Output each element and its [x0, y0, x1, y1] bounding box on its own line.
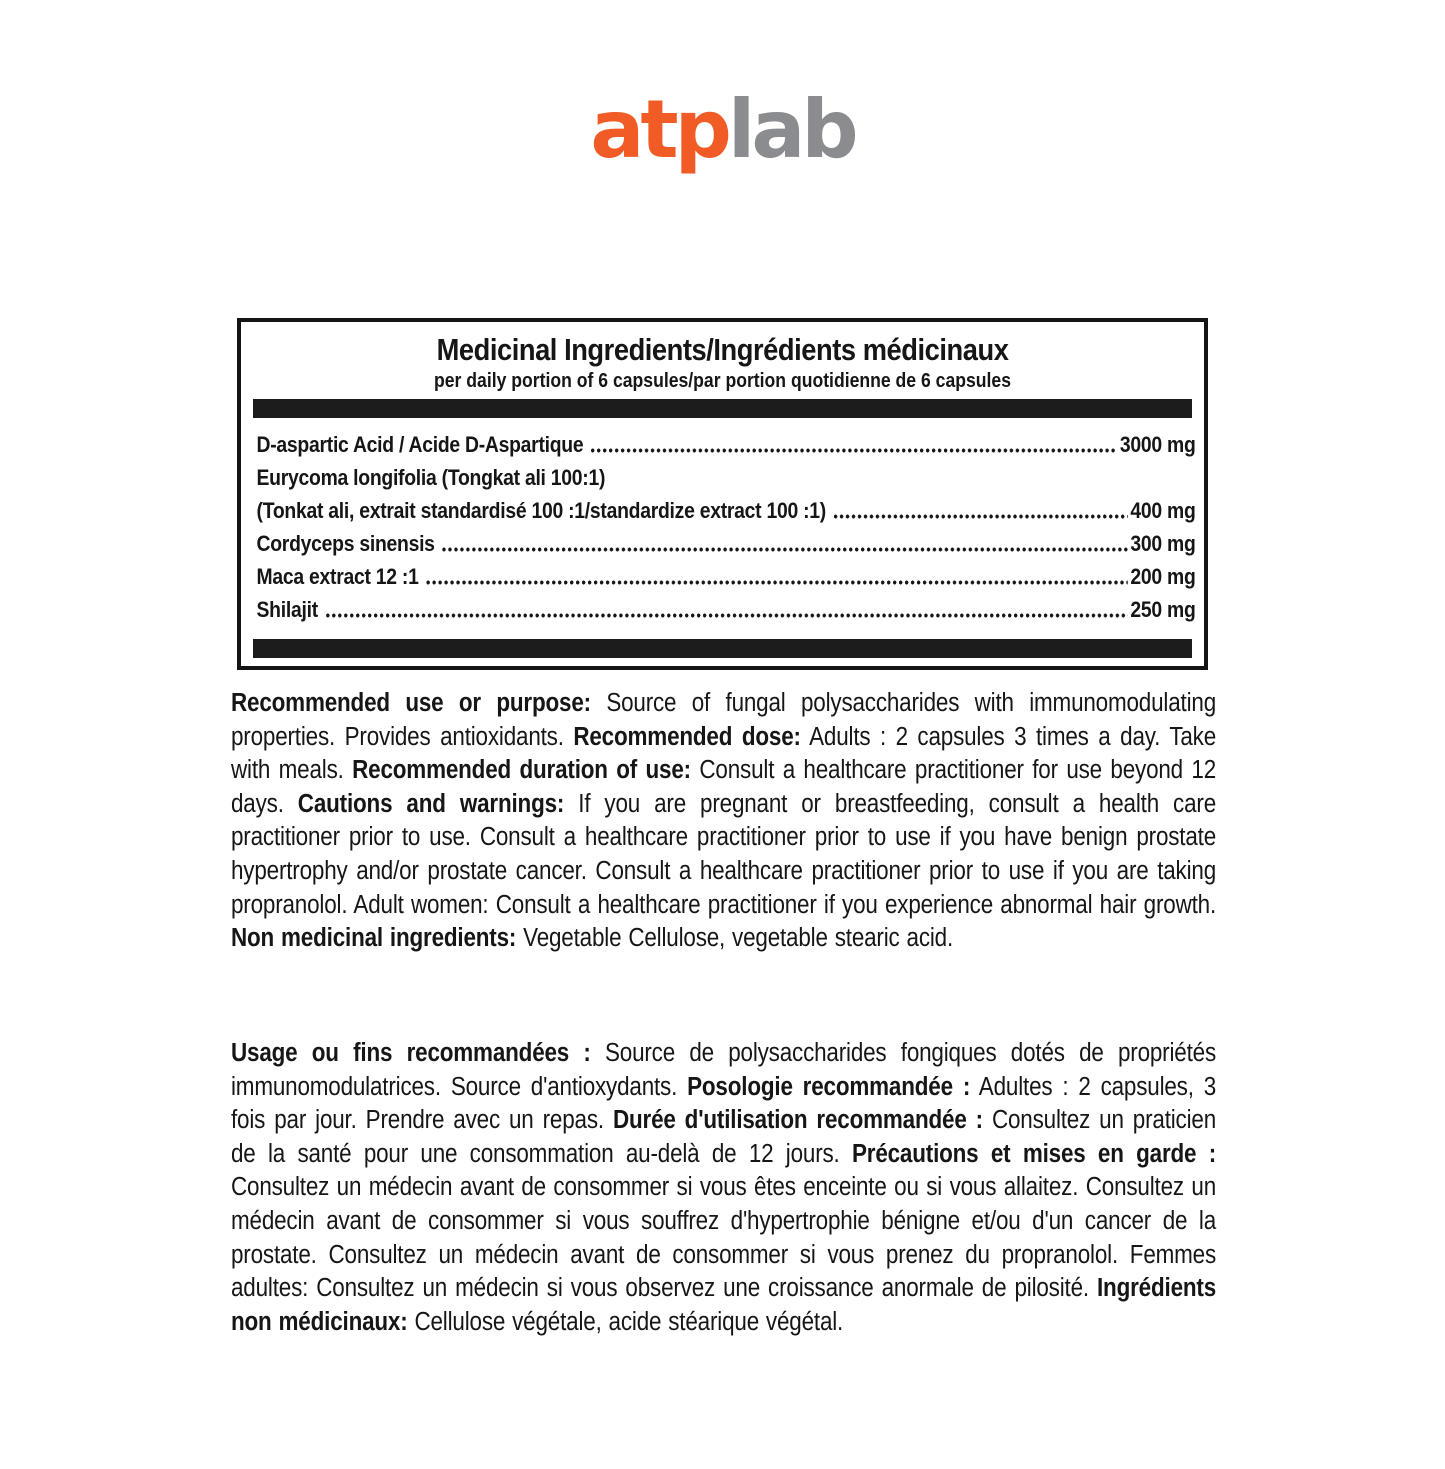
- text-run: If you are pregnant or breastfeeding, consult a health care practitioner prior to use. Consult a healthcare practitioner prior to use if you have benign prostate hypertrophy and/or prostate cancer. Consult a healthcare practitioner prior to use if you are taking propranolol. Adult women: Consult a healthcare practitioner if you experience abnormal hair growth.: [231, 789, 1217, 919]
- ingredient-amount: 200 mg: [1130, 564, 1196, 589]
- text-run: Source de polysaccharides fongiques dotés de propriétés immunomodulatrices. Source d'antioxydants.: [231, 1039, 1217, 1101]
- dot-leader: [442, 546, 1128, 553]
- ingredients-list: [253, 418, 1197, 632]
- ingredient-name: Maca extract 12 :1: [256, 564, 419, 589]
- bold-text-run: Posologie recommandée :: [687, 1072, 971, 1101]
- bold-text-run: Précautions et mises en garde :: [851, 1139, 1217, 1168]
- dot-leader: [833, 513, 1128, 520]
- panel-header: [253, 330, 1192, 394]
- top-divider-bar: [253, 399, 1192, 418]
- ingredient-row: [257, 461, 1196, 494]
- text-run: Adultes : 2 capsules, 3 fois par jour. Prendre avec un repas.: [231, 1072, 1217, 1135]
- text-run: Source of fungal polysaccharides with immunomodulating properties. Provides antioxidants.: [231, 689, 1217, 751]
- ingredient-row: [257, 560, 1196, 593]
- ingredient-row: [257, 428, 1196, 461]
- text-run: Consultez un médecin avant de consommer si vous êtes enceinte ou si vous allaitez. Consultez un médecin avant de consommer si vous souffrez d'hypertrophie bénigne et/ou d'un cancer de la prostate. Consultez un médecin avant de consommer si vous prenez du propranolol. Femmes adultes: Consultez un médecin si vous observez une croissance anormale de pilosité.: [231, 1173, 1217, 1303]
- ingredient-row: [257, 494, 1196, 527]
- medicinal-ingredients-panel: [237, 318, 1208, 670]
- ingredient-row: [257, 593, 1196, 626]
- text-run: Consultez un praticien de la santé pour une consommation au-delà de 12 jours.: [231, 1106, 1217, 1168]
- english-directions-block: [231, 687, 1216, 956]
- brand-logo: [0, 83, 1445, 176]
- french-directions-text: [231, 1037, 1216, 1339]
- bottom-divider-bar: [253, 639, 1192, 658]
- bold-text-run: Usage ou fins recommandées :: [231, 1039, 591, 1067]
- panel-title: Medicinal Ingredients/Ingrédients médicinaux: [436, 332, 1009, 367]
- bold-text-run: Recommended dose:: [573, 722, 801, 751]
- ingredient-name: Shilajit: [256, 597, 318, 622]
- ingredient-amount: 250 mg: [1130, 597, 1196, 622]
- ingredient-name: D-aspartic Acid / Acide D-Aspartique: [256, 432, 584, 457]
- dot-leader: [590, 447, 1117, 454]
- ingredient-name: (Tonkat ali, extrait standardisé 100 :1/standardize extract 100 :1): [256, 498, 826, 523]
- dot-leader: [325, 612, 1128, 619]
- ingredient-name: Cordyceps sinensis: [256, 531, 435, 556]
- text-run: Consult a healthcare practitioner for use beyond 12 days.: [231, 756, 1217, 818]
- ingredient-amount: 3000 mg: [1119, 432, 1196, 457]
- english-directions-text: [231, 687, 1216, 956]
- ingredient-amount: 400 mg: [1130, 498, 1196, 523]
- brand-logo-lab: lab: [727, 83, 855, 176]
- bold-text-run: Non medicinal ingredients:: [231, 924, 517, 953]
- brand-logo-atp: atp: [590, 83, 728, 176]
- bold-text-run: Recommended duration of use:: [352, 756, 691, 785]
- ingredient-name: Eurycoma longifolia (Tongkat ali 100:1): [256, 465, 606, 490]
- bold-text-run: Cautions and warnings:: [297, 789, 565, 818]
- text-run: Vegetable Cellulose, vegetable stearic acid.: [516, 924, 954, 953]
- french-directions-block: [231, 1037, 1216, 1339]
- bold-text-run: Durée d'utilisation recommandée :: [612, 1106, 983, 1135]
- bold-text-run: Ingrédients non médicinaux:: [231, 1274, 1217, 1336]
- ingredient-row: [257, 527, 1196, 560]
- text-run: Cellulose végétale, acide stéarique végétal.: [407, 1307, 844, 1336]
- dot-leader: [426, 579, 1128, 586]
- text-run: Adults : 2 capsules 3 times a day. Take with meals.: [231, 722, 1217, 785]
- panel-subtitle: per daily portion of 6 capsules/par portion quotidienne de 6 capsules: [434, 370, 1012, 392]
- ingredient-amount: 300 mg: [1130, 531, 1196, 556]
- bold-text-run: Recommended use or purpose:: [231, 689, 591, 717]
